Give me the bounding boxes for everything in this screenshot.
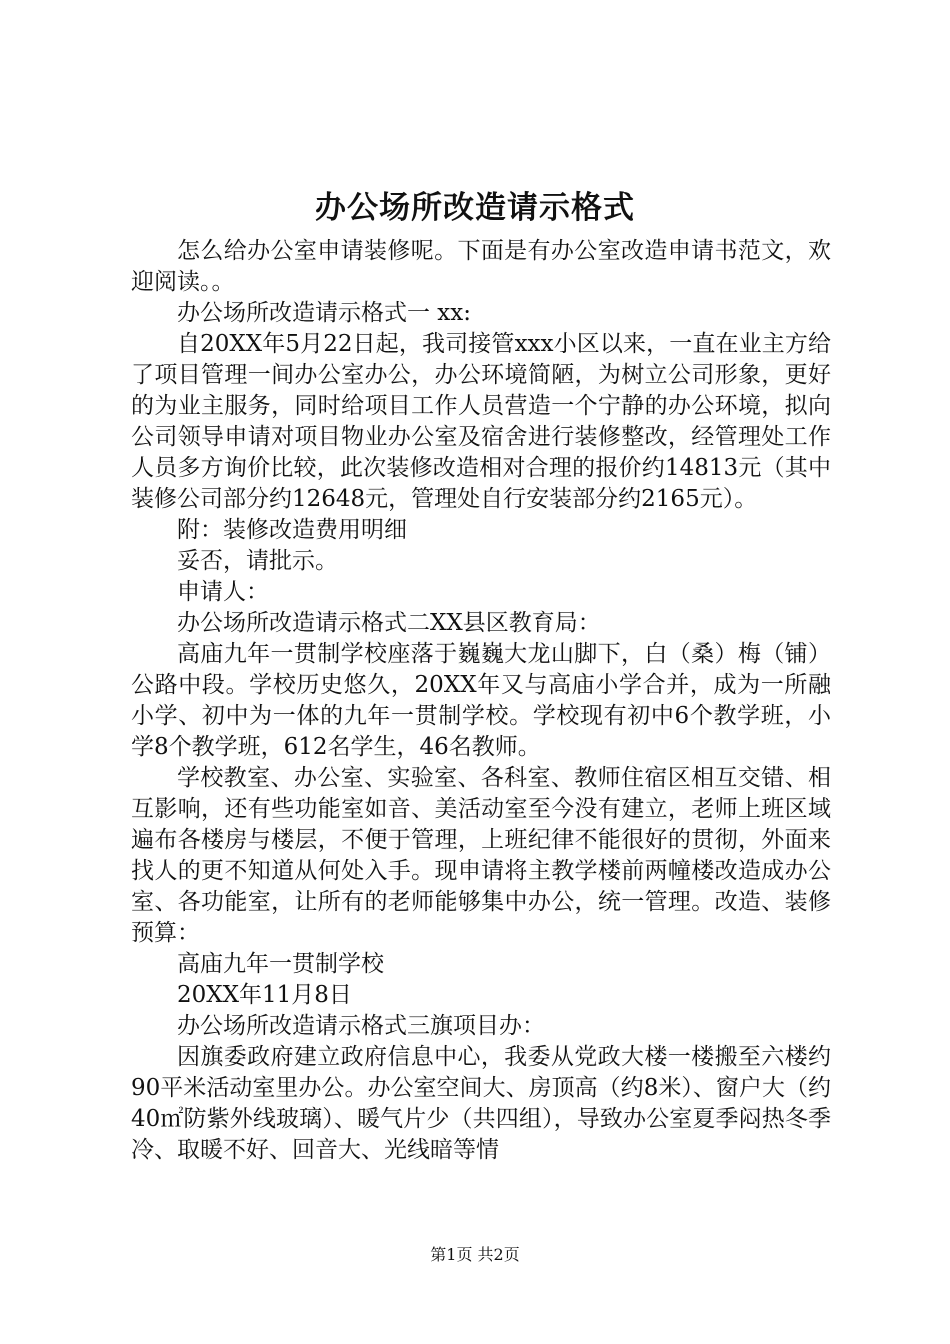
- page-footer: 第1页 共2页: [430, 1245, 520, 1264]
- paragraph-school-intro: 高庙九年一贯制学校座落于巍巍大龙山脚下，白（桑）梅（铺）公路中段。学校历史悠久，20XX年又与高庙小学合并，成为一所融小学、初中为一体的九年一贯制学校。学校现有初中6个教学班，小学8个教学班，612名学生，46名教师。: [131, 641, 831, 760]
- paragraph-intro: 怎么给办公室申请装修呢。下面是有办公室改造申请书范文，欢迎阅读。。: [131, 238, 831, 295]
- paragraph-school-request: 学校教室、办公室、实验室、各科室、教师住宿区相互交错、相互影响，还有些功能室如音、美活动室至今没有建立，老师上班区域遍布各楼房与楼层，不便于管理，上班纪律不能很好的贯彻，外面来找人的更不知道从何处入手。现申请将主教学楼前两幢楼改造成办公室、各功能室，让所有的老师能够集中办公，统一管理。改造、装修预算：: [131, 765, 831, 946]
- paragraph-signature-school: 高庙九年一贯制学校: [177, 951, 384, 977]
- paragraph-format-two-heading: 办公场所改造请示格式二XX县区教育局：: [177, 610, 601, 636]
- document-title: 办公场所改造请示格式: [315, 190, 635, 226]
- paragraph-format-one-body: 自20XX年5月22日起，我司接管xxx小区以来，一直在业主方给了项目管理一间办公室办公，办公环境简陋，为树立公司形象，更好的为业主服务，同时给项目工作人员营造一个宁静的办公环境，拟向公司领导申请对项目物业办公室及宿舍进行装修整改，经管理处工作人员多方询价比较，此次装修改造相对合理的报价约14813元（其中装修公司部分约12648元，管理处自行安装部分约2165元）。: [131, 331, 831, 512]
- paragraph-format-three-heading: 办公场所改造请示格式三旗项目办：: [177, 1013, 545, 1039]
- paragraph-signature-date: 20XX年11月8日: [177, 982, 352, 1008]
- paragraph-format-three-body: 因旗委政府建立政府信息中心，我委从党政大楼一楼搬至六楼约90平米活动室里办公。办公室空间大、房顶高（约8米）、窗户大（约40㎡防紫外线玻璃）、暖气片少（共四组），导致办公室夏季闷热冬季冷、取暖不好、回音大、光线暗等情: [131, 1044, 831, 1163]
- paragraph-attachment: 附：装修改造费用明细: [177, 517, 407, 543]
- paragraph-approval-request: 妥否，请批示。: [177, 548, 338, 574]
- document-body: [131, 236, 831, 1166]
- paragraph-format-one-heading: 办公场所改造请示格式一 xx:: [177, 300, 472, 326]
- paragraph-applicant: 申请人：: [177, 579, 269, 605]
